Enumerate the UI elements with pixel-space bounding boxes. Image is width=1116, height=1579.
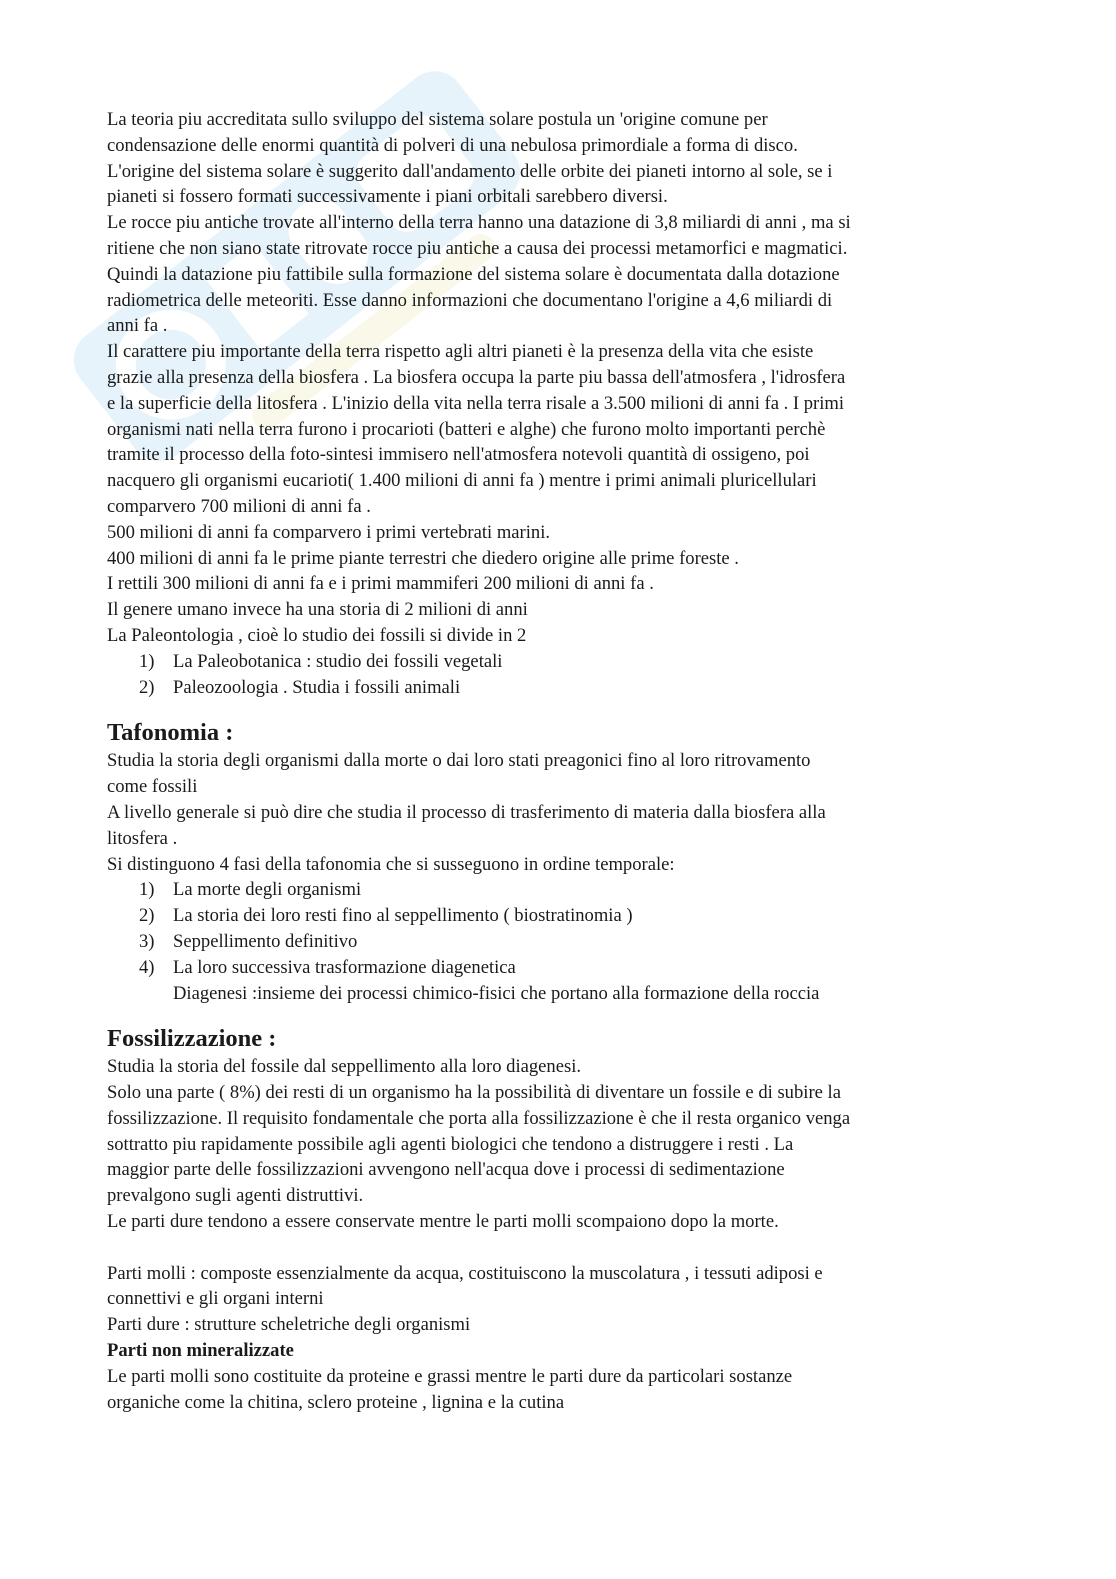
tafonomia-heading: Tafonomia : xyxy=(107,719,234,747)
list-item: 2) Paleozoologia . Studia i fossili animali xyxy=(139,676,461,698)
text-line: La Paleontologia , cioè lo studio dei fossili si divide in 2 xyxy=(107,624,527,646)
list-item: 2) La storia dei loro resti fino al seppellimento ( biostratinomia ) xyxy=(139,905,633,927)
text-line: fossilizzazione. Il requisito fondamentale che porta alla fossilizzazione è che il resta organico venga xyxy=(107,1107,851,1129)
text-line: Quindi la datazione piu fattibile sulla formazione del sistema solare è documentata dalla dotazione xyxy=(107,263,840,285)
text-line: connettivi e gli organi interni xyxy=(107,1288,324,1310)
text-line: 400 milioni di anni fa le prime piante terrestri che diedero origine alle prime foreste . xyxy=(107,547,739,569)
list-item: 3) Seppellimento definitivo xyxy=(139,930,358,952)
text-line: Il carattere piu importante della terra rispetto agli altri pianeti è la presenza della vita che esiste xyxy=(107,341,814,363)
text-line: organismi nati nella terra furono i procarioti (batteri e alghe) che furono molto importanti perchè xyxy=(107,418,826,440)
text-line: sottratto piu rapidamente possibile agli agenti biologici che tendono a distruggere i resti . La xyxy=(107,1133,794,1155)
text-line: tramite il processo della foto-sintesi immisero nell'atmosfera notevoli quantità di ossigeno, poi xyxy=(107,444,810,466)
text-line: condensazione delle enormi quantità di polveri di una nebulosa primordiale a forma di disco. xyxy=(107,134,798,156)
text-line: Le parti molli sono costituite da proteine e grassi mentre le parti dure da particolari sostanze xyxy=(107,1365,793,1387)
text-line: Parti molli : composte essenzialmente da acqua, costituiscono la muscolatura , i tessuti adiposi e xyxy=(107,1262,823,1284)
text-line: Le rocce piu antiche trovate all'interno della terra hanno una datazione di 3,8 miliardi di anni , ma si xyxy=(107,212,851,234)
fossilizzazione-heading: Fossilizzazione : xyxy=(107,1025,277,1053)
list-item: 1) La Paleobotanica : studio dei fossili vegetali xyxy=(139,650,503,672)
list-item: 4) La loro successiva trasformazione diagenetica xyxy=(139,956,516,978)
text-line: comparvero 700 milioni di anni fa . xyxy=(107,495,371,517)
text-line: Solo una parte ( 8%) dei resti di un organismo ha la possibilità di diventare un fossile e di subire la xyxy=(107,1082,841,1104)
text-line: prevalgono sugli agenti distruttivi. xyxy=(107,1185,364,1207)
text-line: Si distinguono 4 fasi della tafonomia che si susseguono in ordine temporale: xyxy=(107,853,675,875)
text-line: grazie alla presenza della biosfera . La biosfera occupa la parte piu bassa dell'atmosfera , l'idrosfera xyxy=(107,366,846,388)
text-line: Parti dure : strutture scheletriche degli organismi xyxy=(107,1314,471,1336)
text-line: nacquero gli organismi eucarioti( 1.400 milioni di anni fa ) mentre i primi animali pluricellulari xyxy=(107,470,817,492)
document-page xyxy=(107,107,1007,1415)
text-line: litosfera . xyxy=(107,827,178,849)
text-line: La teoria piu accreditata sullo sviluppo del sistema solare postula un 'origine comune per xyxy=(107,109,768,130)
text-line: ritiene che non siano state ritrovate rocce piu antiche a causa dei processi metamorfici e magmatici. xyxy=(107,237,848,259)
text-line: e la superficie della litosfera . L'inizio della vita nella terra risale a 3.500 milioni di anni fa . I primi xyxy=(107,392,845,414)
text-line: Il genere umano invece ha una storia di 2 milioni di anni xyxy=(107,599,528,621)
text-line: Studia la storia del fossile dal seppellimento alla loro diagenesi. xyxy=(107,1056,582,1078)
subheading-parti-non-mineralizzate: Parti non mineralizzate xyxy=(107,1340,294,1362)
text-line: I rettili 300 milioni di anni fa e i primi mammiferi 200 milioni di anni fa . xyxy=(107,573,654,595)
list-item: 1) La morte degli organismi xyxy=(139,879,362,901)
text-line: A livello generale si può dire che studia il processo di trasferimento di materia dalla biosfera alla xyxy=(107,801,826,823)
text-line: maggior parte delle fossilizzazioni avvengono nell'acqua dove i processi di sedimentazione xyxy=(107,1159,785,1181)
text-line: Studia la storia degli organismi dalla morte o dai loro stati preagonici fino al loro ritrovamento xyxy=(107,750,811,772)
text-line: pianeti si fossero formati successivamente i piani orbitali sarebbero diversi. xyxy=(107,186,668,208)
text-line: Le parti dure tendono a essere conservate mentre le parti molli scompaiono dopo la morte. xyxy=(107,1211,779,1233)
tafonomia-phases-list xyxy=(107,877,1007,980)
text-line: 500 milioni di anni fa comparvero i primi vertebrati marini. xyxy=(107,521,551,543)
text-line: radiometrica delle meteoriti. Esse danno informazioni che documentano l'origine a 4,6 miliardi di xyxy=(107,289,833,311)
text-line: anni fa . xyxy=(107,315,168,337)
paleontology-list xyxy=(107,649,1007,701)
text-line: L'origine del sistema solare è suggerito dall'andamento delle orbite dei pianeti intorno al sole, se i xyxy=(107,160,833,182)
diagenesi-definition: Diagenesi :insieme dei processi chimico-fisici che portano alla formazione della roccia xyxy=(173,982,820,1004)
text-line: come fossili xyxy=(107,776,198,798)
intro-section xyxy=(107,107,1007,649)
text-line: organiche come la chitina, sclero proteine , lignina e la cutina xyxy=(107,1391,565,1413)
